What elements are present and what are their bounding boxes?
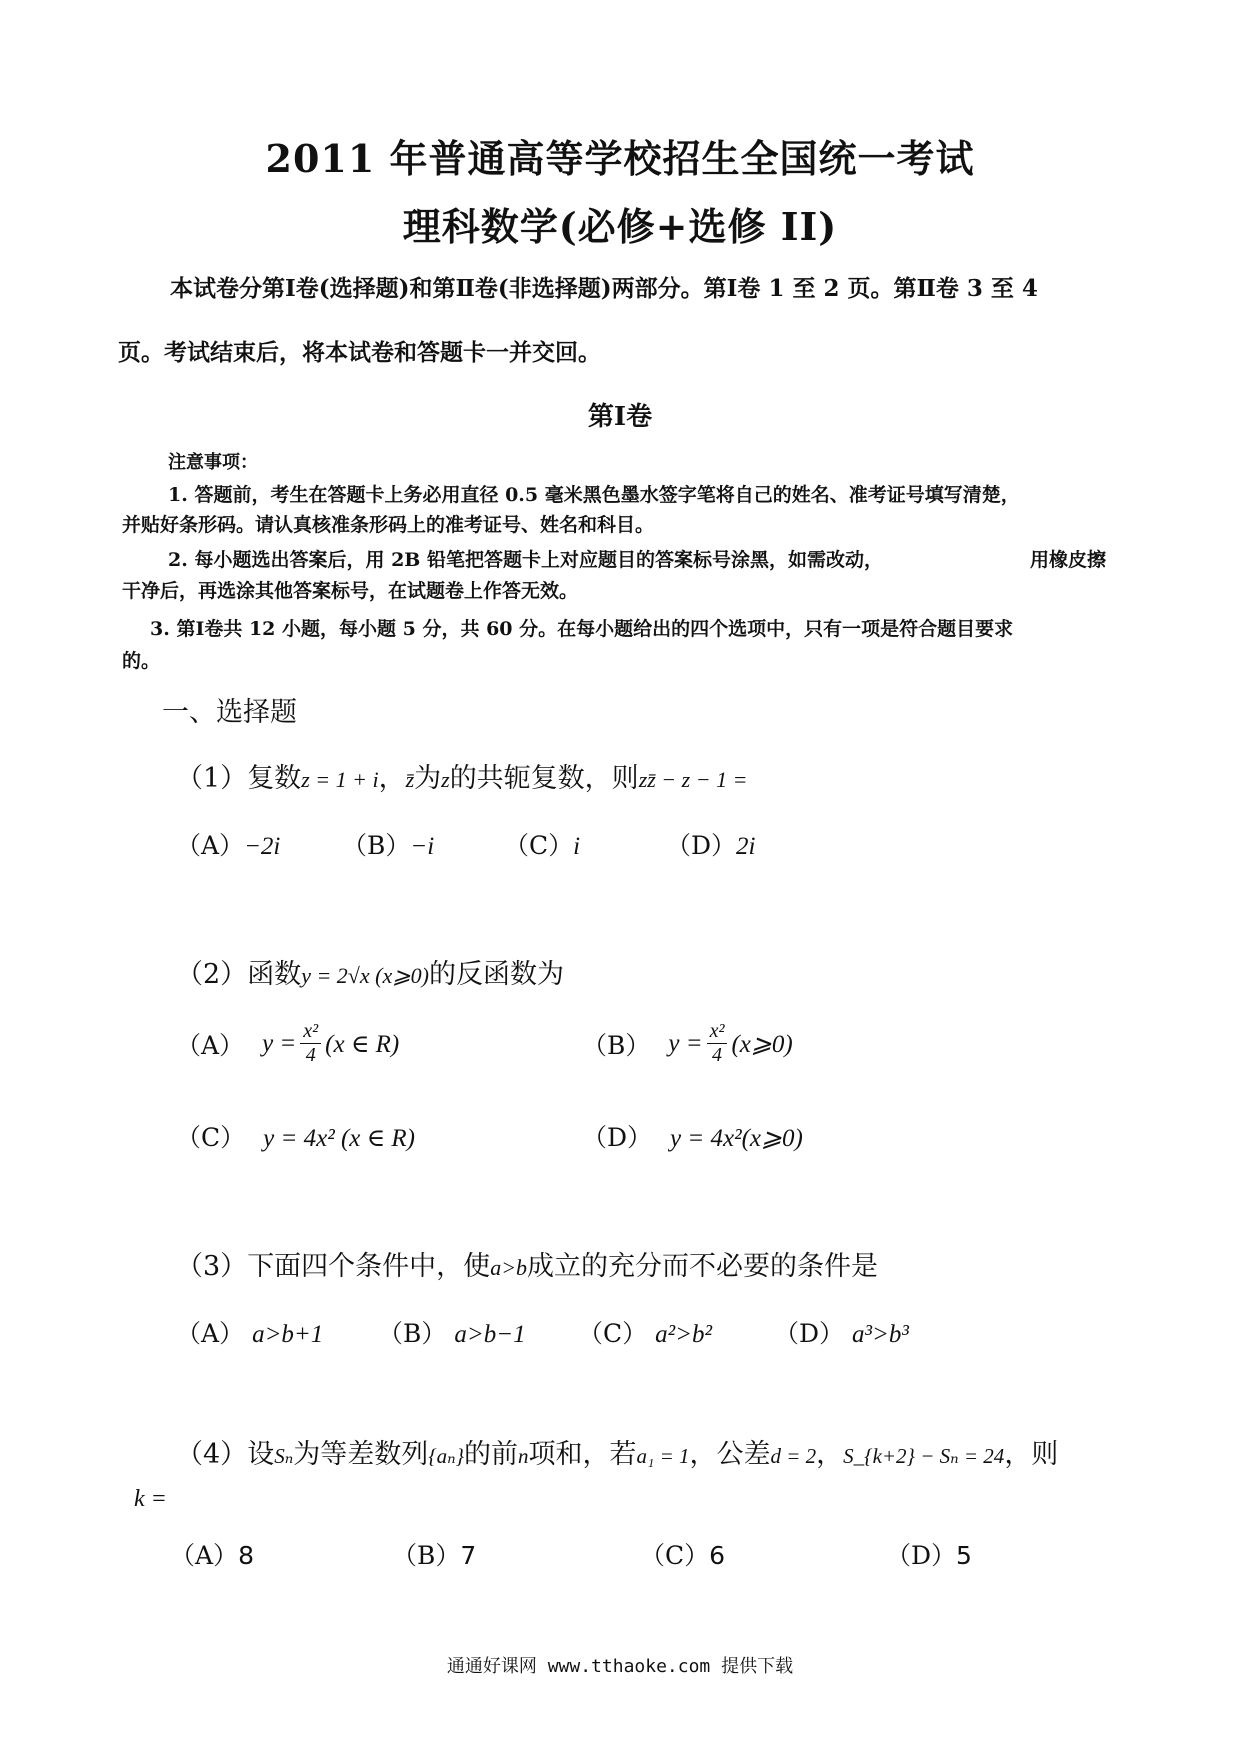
fraction xyxy=(300,1020,321,1067)
math-expression: {aₙ} xyxy=(428,1444,465,1468)
math-expression: n xyxy=(518,1444,529,1468)
option-value: y = xyxy=(668,1029,703,1057)
option-value: y = 4x²(x⩾0) xyxy=(670,1125,803,1152)
option-value: (x ∈ R) xyxy=(325,1030,400,1058)
option-label: （C） xyxy=(578,1319,648,1348)
option-label: （D） xyxy=(886,1541,957,1570)
option-label: （D） xyxy=(582,1123,653,1152)
q3-option-b xyxy=(378,1314,526,1350)
option-value: a>b+1 xyxy=(252,1321,324,1348)
option-label: （B） xyxy=(582,1030,651,1060)
q3-option-c xyxy=(578,1314,712,1350)
exam-subtitle: 理科数学(必修+选修 II) xyxy=(402,204,838,249)
option-value: a>b−1 xyxy=(454,1321,526,1348)
notice-item-1-line-2: 并贴好条形码。请认真核准条形码上的准考证号、姓名和科目。 xyxy=(122,514,655,536)
question-number: （4） xyxy=(176,1439,248,1470)
option-value: a³>b³ xyxy=(852,1321,909,1348)
math-expression: z xyxy=(441,767,450,792)
q1-option-d xyxy=(666,826,756,862)
question-text: 为等差数列 xyxy=(293,1439,429,1470)
math-expression: z̄ xyxy=(405,767,415,792)
q2-option-b xyxy=(582,1020,793,1067)
question-4-line-2: k = xyxy=(134,1486,167,1512)
q2-option-c xyxy=(176,1118,415,1154)
question-number: （1） xyxy=(176,763,248,794)
q1-option-b xyxy=(342,826,434,862)
q3-option-a xyxy=(176,1314,323,1350)
intro-line-1: 本试卷分第Ⅰ卷(选择题)和第Ⅱ卷(非选择题)两部分。第Ⅰ卷 1 至 2 页。第Ⅱ卷 3 至 4 xyxy=(170,275,1038,302)
question-number: （2） xyxy=(176,959,248,990)
intro-line-2: 页。考试结束后，将本试卷和答题卡一并交回。 xyxy=(118,339,601,366)
q2-option-d xyxy=(582,1118,803,1154)
question-text: 为 xyxy=(414,763,442,794)
option-label: （B） xyxy=(392,1541,461,1570)
footer-credit: 通通好课网 www.tthaoke.com 提供下载 xyxy=(446,1656,794,1677)
notice-item-2-line-1-end: 用橡皮擦 xyxy=(1030,549,1107,571)
volume-heading: 第Ⅰ卷 xyxy=(587,402,653,432)
option-label: （D） xyxy=(666,831,737,860)
option-label: （A） xyxy=(176,831,245,860)
question-text: 复数 xyxy=(247,763,302,794)
question-text: 项和，若 xyxy=(528,1439,637,1470)
question-3 xyxy=(176,1244,878,1283)
math-expression: zz̄ − z − 1 = xyxy=(638,767,748,792)
option-value: y = xyxy=(262,1029,297,1057)
option-value: (x⩾0) xyxy=(731,1030,793,1058)
option-label: （A） xyxy=(176,1319,245,1348)
notice-heading: 注意事项： xyxy=(168,452,258,473)
math-expression: z = 1 + i xyxy=(301,767,379,792)
option-value: 8 xyxy=(238,1541,254,1570)
notice-item-2-line-1: 2. 每小题选出答案后，用 2B 铅笔把答题卡上对应题目的答案标号涂黑，如需改动， xyxy=(168,549,883,571)
notice-item-1-line-1: 1. 答题前，考生在答题卡上务必用直径 0.5 毫米黑色墨水签字笔将自己的姓名、准考证号填写清楚， xyxy=(168,484,1020,506)
option-label: （A） xyxy=(176,1030,245,1060)
question-number: （3） xyxy=(176,1251,248,1282)
notice-item-2-line-2: 干净后，再选涂其他答案标号，在试题卷上作答无效。 xyxy=(122,580,579,602)
option-value: 2i xyxy=(736,833,756,860)
question-text: 函数 xyxy=(247,959,302,990)
notice-item-3-line-1: 3. 第Ⅰ卷共 12 小题，每小题 5 分，共 60 分。在每小题给出的四个选项中，只有一项是符合题目要求 xyxy=(150,618,1014,640)
option-label: （C） xyxy=(640,1541,710,1570)
math-expression: S_{k+2} − Sₙ = 24 xyxy=(843,1444,1005,1468)
question-2 xyxy=(176,952,564,991)
option-value: a²>b² xyxy=(655,1321,713,1348)
option-label: （B） xyxy=(342,831,411,860)
question-text: ， xyxy=(816,1439,844,1470)
q4-option-a xyxy=(170,1536,254,1572)
question-text: 的共轭复数，则 xyxy=(449,763,639,794)
fraction xyxy=(707,1020,728,1067)
question-text: ，公差 xyxy=(689,1439,771,1470)
q4-option-d xyxy=(886,1536,972,1572)
option-value: 6 xyxy=(709,1541,726,1570)
q1-option-c xyxy=(504,826,580,862)
q3-option-d xyxy=(774,1314,909,1350)
question-text: 设 xyxy=(247,1439,275,1470)
math-expression: d = 2 xyxy=(770,1444,817,1468)
math-expression: a₁ = 1 xyxy=(636,1444,690,1468)
option-value: i xyxy=(573,833,581,860)
option-label: （B） xyxy=(378,1319,447,1348)
option-label: （A） xyxy=(170,1541,239,1570)
option-value: −i xyxy=(410,833,435,860)
exam-title: 2011 年普通高等学校招生全国统一考试 xyxy=(265,136,975,181)
q1-option-a xyxy=(176,826,280,862)
math-expression: Sₙ xyxy=(274,1444,294,1468)
option-value: −2i xyxy=(244,833,281,860)
option-label: （C） xyxy=(176,1123,246,1152)
option-value: 7 xyxy=(460,1541,477,1570)
option-label: （D） xyxy=(774,1319,845,1348)
question-text: 的前 xyxy=(464,1439,519,1470)
math-expression: a>b xyxy=(490,1255,528,1280)
question-4 xyxy=(176,1432,1058,1471)
option-value: 5 xyxy=(956,1541,972,1570)
q4-option-b xyxy=(392,1536,476,1572)
question-text: 成立的充分而不必要的条件是 xyxy=(527,1251,879,1282)
question-text: 的反函数为 xyxy=(429,959,564,990)
fraction-numerator: x² xyxy=(707,1020,728,1044)
fraction-denominator: 4 xyxy=(712,1044,723,1066)
fraction-numerator: x² xyxy=(300,1020,321,1044)
question-1 xyxy=(176,756,747,795)
notice-item-3-line-2: 的。 xyxy=(122,650,161,672)
question-text: 下面四个条件中，使 xyxy=(247,1251,491,1282)
fraction-denominator: 4 xyxy=(305,1044,316,1066)
q4-option-c xyxy=(640,1536,725,1572)
question-text: ，则 xyxy=(1004,1439,1059,1470)
option-value: y = 4x² (x ∈ R) xyxy=(263,1125,415,1152)
question-text: ， xyxy=(378,763,406,794)
q2-option-a xyxy=(176,1020,399,1067)
option-label: （C） xyxy=(504,831,574,860)
math-expression: y = 2√x (x⩾0) xyxy=(301,963,429,988)
section-heading: 一、选择题 xyxy=(162,697,297,728)
